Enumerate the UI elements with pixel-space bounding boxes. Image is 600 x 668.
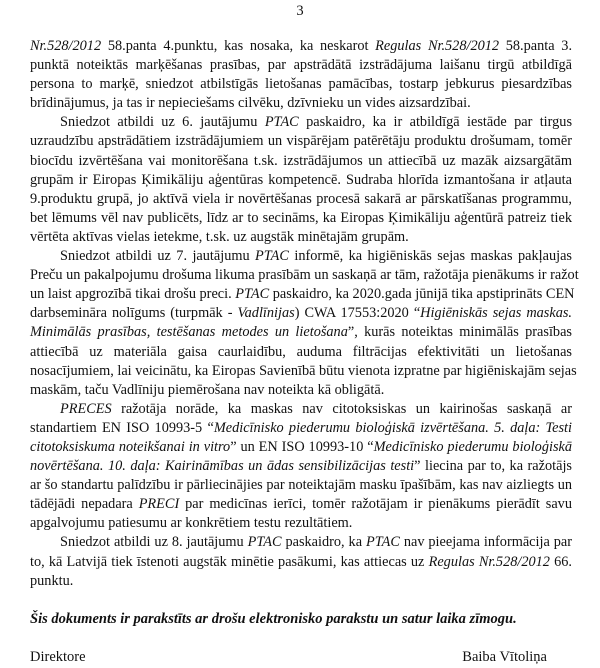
text-run: punktā noteiktās marķēšanas prasības, par apstrādātā izstrādājuma laišanu tirgū atbildīgā [30,57,572,74]
text-line [30,419,572,438]
text-run: nosacījumiem, lai veicinātu, ka Eiropas Savienībā būtu vienota izpratne par higiēniskajām sejas [30,362,577,379]
italic-run: Minimālās prasības, testēšanas metodes un lietošana [30,324,348,341]
text-run: 58.panta 4.punktu, kas nosaka, ka neskarot [101,38,376,54]
text-run: punktu. [30,572,74,589]
text-line [30,228,572,247]
signer-name: Baiba Vītoliņa [462,649,547,665]
text-line [30,113,572,132]
text-run: darbsemināra nolīgums (turpmāk - [30,305,238,322]
italic-run: Medicīnisko piederumu bioloģiskā izvērtēšana. 5. daļa: Testi [213,419,572,436]
text-line [30,476,572,495]
text-line [30,285,575,304]
italic-run: PRECI [138,496,180,513]
italic-run: novērtēšana. 10. daļa: Kairināmības un ādas sensibilizācijas testi [30,458,415,475]
text-run: ražotāja norāde, ka maskas nav citotoksiskas un kairinošas saskaņā ar [111,400,572,417]
text-run: Sniedzot atbildi uz 6. jautājumu [60,114,265,131]
text-run: 66. [549,553,573,570]
text-run: 58.panta 3. [499,38,573,54]
italic-run: Medicīnisko piederumu bioloģiskā [373,438,573,455]
text-line [30,362,577,381]
text-run: 9.produktu grupā, jo aktīvā viela ir novērtēšanas procesā sakarā ar pārskatīšanas programmu, [30,190,572,207]
text-run: vērtēta aktīvas vielas ietekme, t.sk. uz augstāk minētajām grupām. [30,228,409,245]
signature-notice: Šis dokuments ir parakstīts ar drošu elektronisko parakstu un satur laika zīmogu. [30,611,517,627]
text-run: informē, ka higiēniskās sejas maskas pakļaujas [288,248,572,265]
text-line [30,75,572,94]
text-line [30,171,572,190]
text-line [30,190,572,209]
paragraph [30,37,572,113]
paragraph [30,113,572,247]
text-line [30,553,572,572]
italic-run: PTAC [255,248,289,265]
text-run: apgalvojumu patiesumu ar konkrētiem testu rezultātiem. [30,515,353,532]
text-line [30,400,572,419]
text-run: biocīdu izvērtēšana vai monitorēšana t.sk. izstrādājumos un attiecībā uz mazāk aizsargātām [30,152,572,169]
text-line [30,94,572,113]
text-run: Preču un pakalpojumu drošuma likuma prasībām un saskaņā ar tām, ražotāja pienākums ir ražot [30,267,579,284]
text-run: maskām, taču Vadlīniju piemērošana nav noteikta kā obligātā. [30,381,385,398]
italic-run: Nr.528/2012 [30,38,102,54]
text-line [30,533,572,552]
text-run: standartiem EN ISO 10993-5 “ [30,419,214,436]
paragraph [30,247,579,400]
text-run: paskaidro, ka [281,534,366,551]
text-line [30,323,572,342]
italic-run: PTAC [365,534,400,551]
text-line [30,381,572,400]
text-run: Sniedzot atbildi uz 8. jautājumu [60,534,248,551]
italic-run: Regulas Nr.528/2012 [428,553,550,570]
text-run: un laist apgrozībā tikai drošu preci. [30,286,236,303]
text-line [30,152,572,171]
text-line [30,304,572,323]
text-run: tādējādi nepadara [30,496,139,513]
text-line [30,266,579,285]
text-line [30,495,572,514]
italic-run: PTAC [247,534,282,551]
text-line [30,56,572,75]
text-run: Sniedzot atbildi uz 7. jautājumu [60,248,256,265]
document-body [30,37,579,591]
text-run: nav pieejama informācija par [399,534,573,551]
italic-run: Higiēniskās sejas maskas. [420,305,572,322]
text-line [30,247,572,266]
italic-run: Regulas Nr.528/2012 [375,38,500,54]
page-number: 3 [296,3,304,19]
text-line [30,209,572,228]
text-run: ) CWA 17553:2020 “ [294,305,421,322]
italic-run: PTAC [235,286,270,303]
text-run: grupām ir Eiropas Ķimikāliju aģentūras kompetencē. Sudraba hlorīda izmantošana ir atļauta [30,171,572,188]
text-run: bet lēmums vēl nav publicēts, līdz ar to secināms, ka Eiropas Ķimikāliju aģentūrā patreiz tiek [30,209,572,226]
text-line [30,457,572,476]
text-run: ” un EN ISO 10993-10 “ [230,438,374,455]
text-run: ”, kurās noteiktas minimālās prasības [347,324,572,341]
text-line [30,343,572,362]
text-run: persona to marķē, sniedzot atbilstīgās lietošanas pamācības, tostarp jebkurus piesardzības [30,76,572,93]
text-run: ar šo standartu palīdzību ir pārliecinājies par noteiktajām masku īpašībām, kas nav aizliegts un [30,477,572,494]
text-run: uzraudzību apstrādātiem izstrādājumiem un vispārējam patērētāju produktu drošumam, tomēr [30,133,572,150]
text-run: paskaidro, ka ir atbildīgā iestāde par tirgus [298,114,573,131]
paragraph [30,400,572,534]
italic-run: PTAC [264,114,299,131]
text-line [30,132,572,151]
text-run: attiecībā uz materiāla gaisa caurlaidību, auduma filtrācijas efektivitāti un lietošanas [30,343,572,360]
italic-run: PRECES [60,400,112,417]
text-run: ” liecina par to, ka ražotājs [414,458,572,475]
text-run: to, kā Latvijā tiek īstenoti augstāk minētie pasākumi, kas attiecas uz [30,553,429,570]
text-line [30,37,572,56]
text-line [30,438,572,457]
italic-run: Vadlīnijas [237,305,295,322]
text-run: brīdinājumus, ja tas ir nepieciešams cilvēku, dzīvnieku un vides aizsardzībai. [30,95,471,112]
italic-run: citotoksiskuma noteikšanai in vitro [30,438,231,455]
text-line [30,514,572,533]
signer-role: Direktore [30,649,86,665]
text-run: paskaidro, ka 2020.gada jūnijā tika apstiprināts CEN [269,286,575,303]
text-line [30,572,572,591]
text-run: par medicīnas ierīci, tomēr ražotājam ir pienākums pierādīt savu [179,496,572,513]
paragraph [30,533,572,590]
